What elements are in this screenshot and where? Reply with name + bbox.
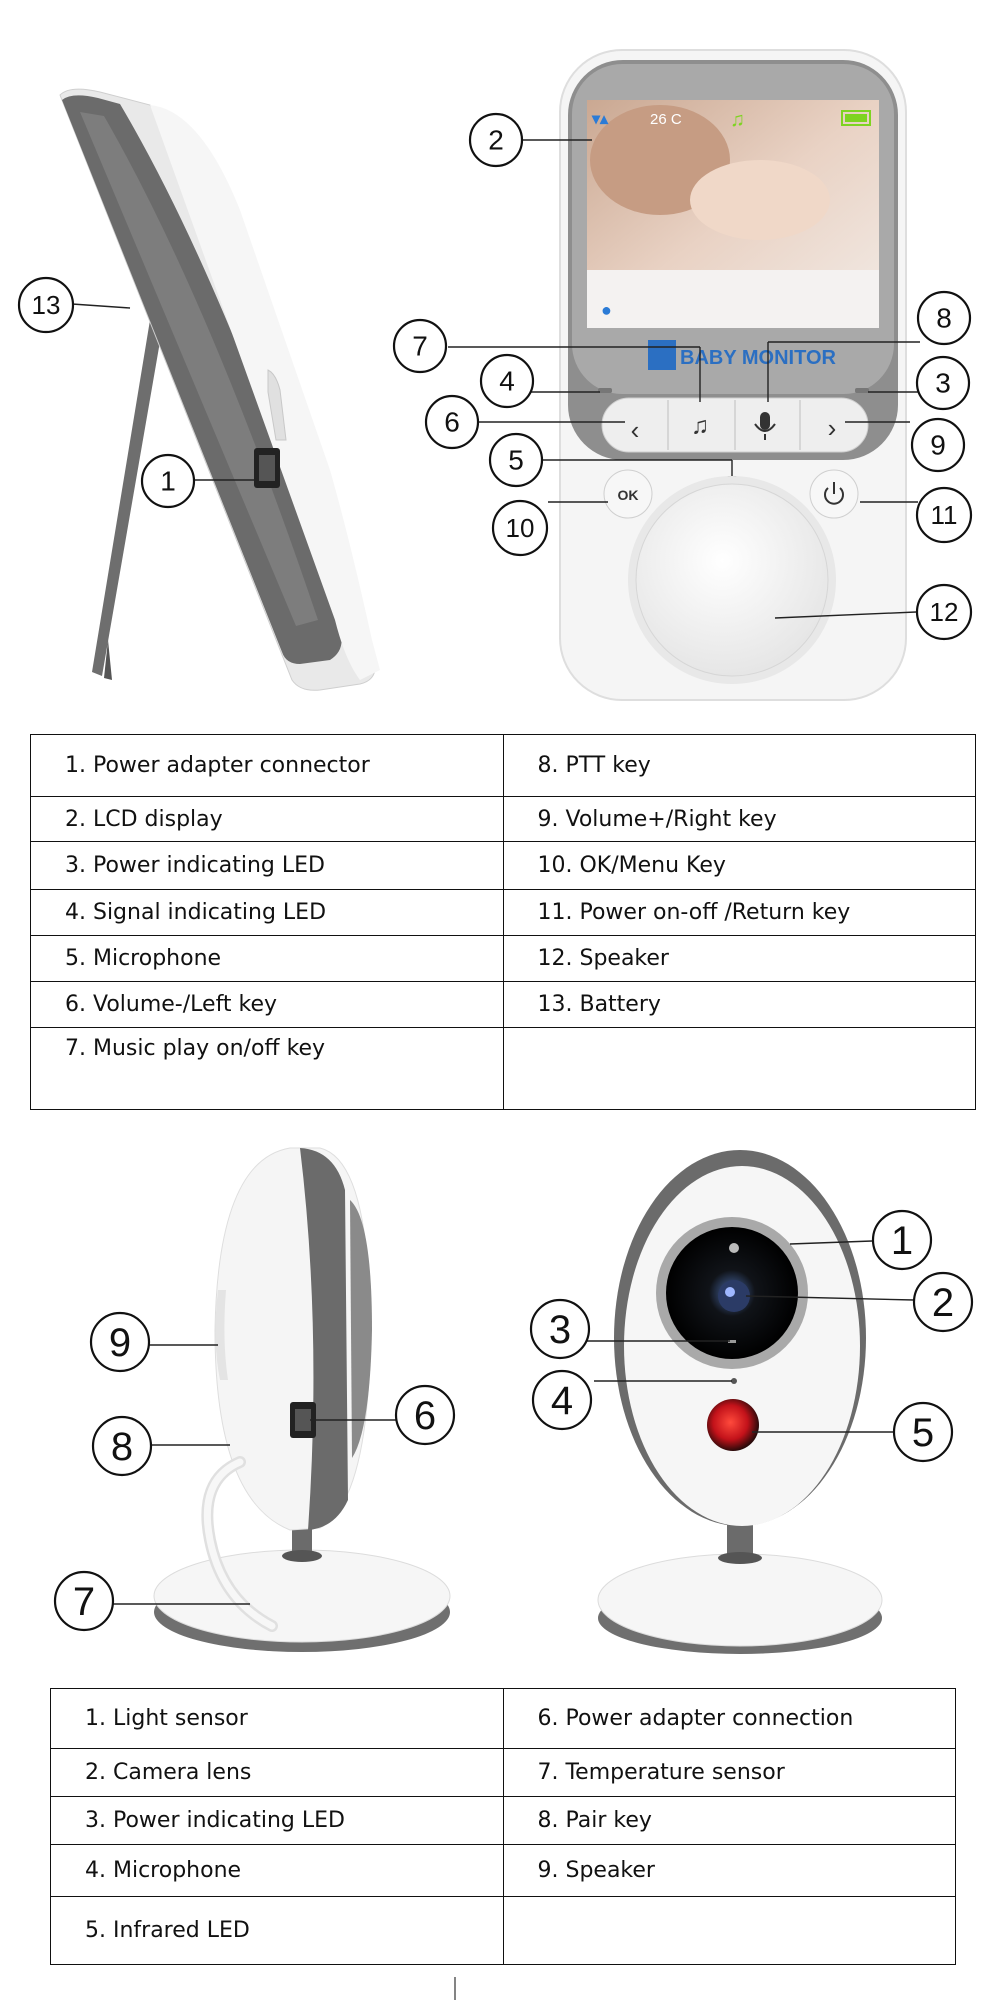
- left-key-icon: ‹: [630, 415, 640, 445]
- monitor-front-view: [560, 50, 906, 700]
- legend-cell-right: 12. Speaker: [503, 936, 976, 982]
- svg-text:OK: OK: [617, 487, 639, 503]
- legend-row: [31, 936, 976, 982]
- monitor-callout-4: [481, 355, 533, 407]
- legend-cell-left: 5. Infrared LED: [51, 1897, 504, 1965]
- svg-text:4: 4: [550, 1379, 574, 1423]
- monitor-side-view: [60, 89, 380, 690]
- svg-text:8: 8: [110, 1425, 134, 1469]
- legend-cell-right: 8. Pair key: [503, 1797, 956, 1845]
- legend-cell-left: 4. Microphone: [51, 1845, 504, 1897]
- legend-row: [51, 1897, 956, 1965]
- svg-text:12: 12: [929, 597, 959, 627]
- infrared-led: [707, 1399, 759, 1451]
- legend-cell-left: 7. Music play on/off key: [31, 1028, 504, 1110]
- monitor-legend-table: [30, 734, 976, 1110]
- monitor-callout-12: [917, 585, 971, 639]
- svg-text:4: 4: [499, 365, 515, 397]
- svg-text:7: 7: [72, 1580, 96, 1624]
- svg-text:3: 3: [548, 1308, 572, 1352]
- svg-text:1: 1: [890, 1219, 914, 1263]
- legend-cell-right: 9. Speaker: [503, 1845, 956, 1897]
- signal-icon: ▾▴: [592, 111, 609, 128]
- monitor-callout-11: [917, 488, 971, 542]
- legend-cell-right: [503, 1028, 976, 1110]
- legend-cell-left: 1. Power adapter connector: [31, 735, 504, 797]
- monitor-callout-9: [912, 419, 964, 471]
- legend-cell-left: 5. Microphone: [31, 936, 504, 982]
- monitor-callout-2: [470, 114, 522, 166]
- signal-led: [598, 388, 612, 393]
- camera-callout-5: [894, 1403, 952, 1461]
- svg-text:10: 10: [505, 513, 535, 543]
- monitor-callout-6: [426, 396, 478, 448]
- camera-callout-1: [873, 1211, 931, 1269]
- monitor-callout-8: [918, 292, 970, 344]
- legend-cell-left: 4. Signal indicating LED: [31, 890, 504, 936]
- legend-cell-right: 7. Temperature sensor: [503, 1749, 956, 1797]
- camera-front-view: [598, 1150, 882, 1654]
- right-key-icon: ›: [827, 413, 837, 443]
- legend-row: [51, 1845, 956, 1897]
- legend-cell-right: 8. PTT key: [503, 735, 976, 797]
- speaker-grille: [636, 484, 828, 676]
- legend-cell-left: 2. LCD display: [31, 797, 504, 842]
- legend-cell-left: 3. Power indicating LED: [51, 1797, 504, 1845]
- svg-text:6: 6: [413, 1394, 437, 1438]
- svg-text:8: 8: [936, 302, 952, 334]
- legend-cell-right: 9. Volume+/Right key: [503, 797, 976, 842]
- monitor-callout-1: [142, 455, 194, 507]
- svg-text:BABY MONITOR: BABY MONITOR: [680, 347, 836, 369]
- monitor-callout-10: [493, 501, 547, 555]
- legend-cell-right: 11. Power on-off /Return key: [503, 890, 976, 936]
- camera-callout-4: [533, 1371, 591, 1429]
- legend-row: [31, 1028, 976, 1110]
- legend-cell-left: 6. Volume-/Left key: [31, 982, 504, 1028]
- monitor-callout-3: [917, 357, 969, 409]
- svg-text:5: 5: [911, 1411, 935, 1455]
- svg-text:1: 1: [160, 465, 176, 497]
- legend-cell-right: 10. OK/Menu Key: [503, 842, 976, 890]
- music-note-icon: ♫: [730, 109, 745, 131]
- svg-text:13: 13: [31, 290, 61, 320]
- svg-text:9: 9: [930, 429, 946, 461]
- mic-icon: ●: [601, 300, 612, 320]
- monitor-callout-7: [394, 320, 446, 372]
- legend-row: [31, 890, 976, 936]
- legend-row: [31, 797, 976, 842]
- camera-callout-7: [55, 1572, 113, 1630]
- camera-callout-9: [91, 1313, 149, 1371]
- legend-row: [31, 982, 976, 1028]
- temperature-readout: 26 C: [650, 111, 682, 128]
- svg-text:2: 2: [931, 1281, 955, 1325]
- legend-row: [31, 735, 976, 797]
- camera-callout-6: [396, 1386, 454, 1444]
- legend-cell-left: 3. Power indicating LED: [31, 842, 504, 890]
- legend-row: [31, 842, 976, 890]
- svg-text:2: 2: [488, 124, 504, 156]
- monitor-callout-13: [19, 278, 73, 332]
- camera-legend-table: [50, 1688, 956, 1965]
- svg-text:9: 9: [108, 1321, 132, 1365]
- music-key-icon: ♫: [691, 412, 709, 440]
- svg-text:7: 7: [412, 330, 428, 362]
- light-sensor: [729, 1243, 739, 1253]
- camera-callout-3: [531, 1300, 589, 1358]
- legend-cell-right: 13. Battery: [503, 982, 976, 1028]
- legend-cell-right: [503, 1897, 956, 1965]
- svg-text:6: 6: [444, 406, 460, 438]
- legend-cell-left: 2. Camera lens: [51, 1749, 504, 1797]
- legend-cell-right: 6. Power adapter connection: [503, 1689, 956, 1749]
- svg-text:3: 3: [935, 367, 951, 399]
- camera-callout-8: [93, 1417, 151, 1475]
- svg-text:11: 11: [930, 500, 958, 530]
- legend-cell-left: 1. Light sensor: [51, 1689, 504, 1749]
- legend-row: [51, 1749, 956, 1797]
- power-led: [855, 388, 869, 393]
- camera-callout-2: [914, 1273, 972, 1331]
- svg-text:5: 5: [508, 444, 524, 476]
- legend-row: [51, 1797, 956, 1845]
- monitor-callout-5: [490, 434, 542, 486]
- legend-row: [51, 1689, 956, 1749]
